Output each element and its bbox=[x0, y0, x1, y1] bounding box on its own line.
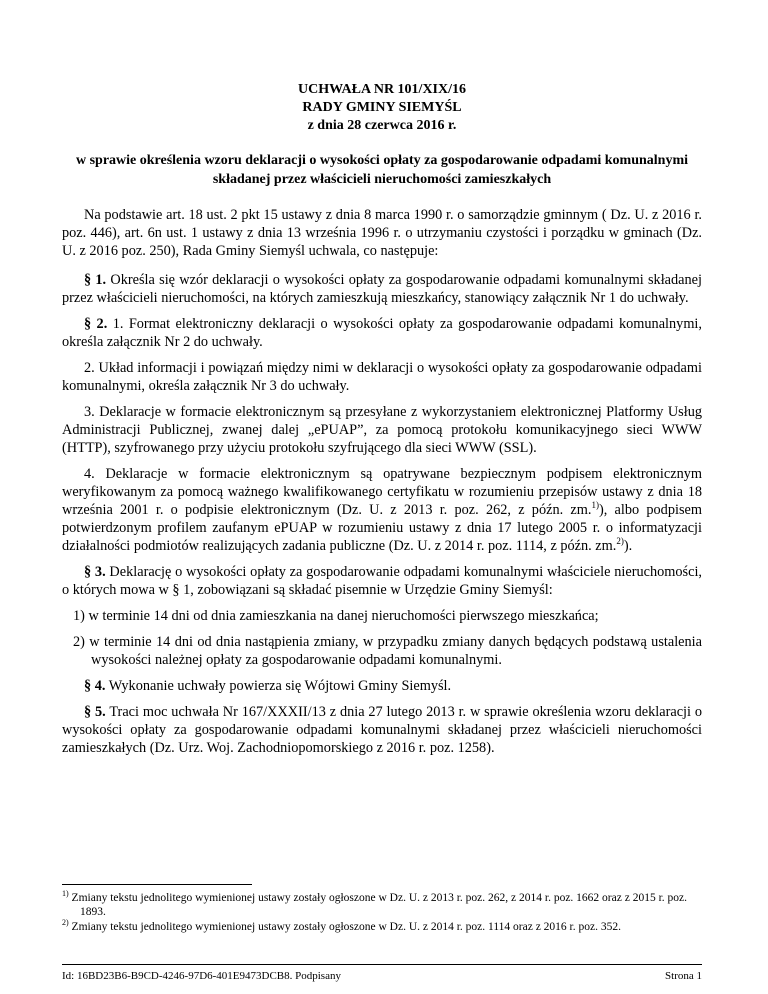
footnote-divider bbox=[62, 884, 252, 885]
footnote-1-text: Zmiany tekstu jednolitego wymienionej ustawy zostały ogłoszone w Dz. U. z 2013 r. poz. 262, z 2014 r. poz. 1662 oraz z 2015 r. poz. 1893. bbox=[68, 892, 687, 918]
footnote-2-text: Zmiany tekstu jednolitego wymienionej ustawy zostały ogłoszone w Dz. U. z 2014 r. poz. 1114 oraz z 2016 r. poz. 352. bbox=[68, 921, 621, 933]
footnote-1 bbox=[62, 891, 702, 919]
section-3 bbox=[62, 563, 702, 599]
document-page bbox=[62, 0, 702, 994]
resolution-body bbox=[62, 206, 702, 765]
section-2-para-4-part-c: ). bbox=[623, 538, 633, 554]
section-3-label: § 3. bbox=[84, 564, 106, 580]
footnotes bbox=[62, 891, 702, 935]
section-5-text: Traci moc uchwała Nr 167/XXXII/13 z dnia 27 lutego 2013 r. w sprawie określenia wzoru deklaracji o wysokości opłaty za gospodarowanie odpadami komunalnymi składanej przez właścicieli nieruchomości zamieszkałych (Dz. Urz. Woj. Zachodniopomorskiego z 2016 r. poz. 1258). bbox=[62, 704, 703, 756]
section-2-para-1: 1. Format elektroniczny deklaracji o wysokości opłaty za gospodarowanie odpadami komunalnymi, określa załącznik Nr 2 do uchwały. bbox=[62, 316, 702, 350]
footer-divider bbox=[62, 964, 702, 965]
section-2 bbox=[62, 315, 702, 351]
footnote-ref-2: 2) bbox=[616, 536, 624, 547]
section-2-para-4 bbox=[62, 465, 702, 555]
section-2-para-4-part-a: 4. Deklaracje w formacie elektronicznym są opatrywane bezpiecznym podpisem elektronicznym weryfikowanym za pomocą ważnego kwalifikowanego certyfikatu w rozumieniu przepisów ustawy z dnia 18 września 2001 r. o podpisie elektronicznym (Dz. U. z 2013 r. poz. 262, z późn. zm. bbox=[62, 466, 702, 518]
section-4 bbox=[62, 677, 702, 695]
section-2-para-3: 3. Deklaracje w formacie elektronicznym są przesyłane z wykorzystaniem elektronicznej Platformy Usług Administracji Publicznej, zwanej dalej „ePUAP”, za pomocą protokołu komunikacyjnego sieci WWW (HTTP), szyfrowanego przy użyciu protokołu szyfrującego dla sieci WWW (SSL). bbox=[62, 404, 702, 456]
resolution-title bbox=[62, 81, 702, 135]
section-1-label: § 1. bbox=[84, 272, 107, 288]
section-3-item-1: 1) w terminie 14 dni od dnia zamieszkania na danej nieruchomości pierwszego mieszkańca; bbox=[73, 608, 599, 624]
section-3-text: Deklarację o wysokości opłaty za gospodarowanie odpadami komunalnymi właściciele nieruchomości, o których mowa w § 1, zobowiązani są składać pisemnie w Urzędzie Gminy Siemyśl: bbox=[62, 564, 702, 598]
section-1-text: Określa się wzór deklaracji o wysokości opłaty za gospodarowanie odpadami komunalnymi składanej przez właścicieli nieruchomości, na których zamieszkują mieszkańcy, stanowiący załącznik Nr 1 do uchwały. bbox=[62, 272, 702, 306]
section-5 bbox=[62, 703, 702, 757]
page-number: Strona 1 bbox=[665, 970, 702, 982]
footnote-2 bbox=[62, 920, 702, 934]
section-1 bbox=[62, 271, 702, 307]
footnote-ref-1: 1) bbox=[591, 500, 599, 511]
section-4-text: Wykonanie uchwały powierza się Wójtowi Gminy Siemyśl. bbox=[105, 678, 452, 694]
section-2-label: § 2. bbox=[84, 316, 108, 332]
page-footer bbox=[62, 970, 702, 982]
footnote-1-mark: 1) bbox=[62, 889, 69, 899]
section-2-para-4-part-b: ), albo podpisem potwierdzonym profilem zaufanym ePUAP w rozumieniu ustawy z dnia 17 lutego 2005 r. o informatyzacji działalności podmiotów realizujących zadania publiczne (Dz. U. z 2014 r. poz. 1114, z późn. zm. bbox=[62, 502, 702, 554]
resolution-number: UCHWAŁA NR 101/XIX/16 bbox=[297, 82, 466, 97]
document-id: Id: 16BD23B6-B9CD-4246-97D6-401E9473DCB8. Podpisany bbox=[62, 970, 341, 982]
section-4-label: § 4. bbox=[84, 678, 106, 694]
resolution-subject: w sprawie określenia wzoru deklaracji o wysokości opłaty za gospodarowanie odpadami komunalnymi składanej przez właścicieli nieruchomości zamieszkałych bbox=[75, 153, 689, 187]
section-3-item-2: 2) w terminie 14 dni od dnia nastąpienia zmiany, w przypadku zmiany danych będących podstawą ustalenia wysokości należnej opłaty za gospodarowanie odpadami komunalnymi. bbox=[73, 634, 702, 668]
resolution-date: z dnia 28 czerwca 2016 r. bbox=[307, 118, 457, 133]
section-2-para-2: 2. Układ informacji i powiązań między nimi w deklaracji o wysokości opłaty za gospodarowanie odpadami komunalnymi, określa załącznik Nr 3 do uchwały. bbox=[62, 360, 702, 394]
council-name: RADY GMINY SIEMYŚL bbox=[302, 100, 462, 115]
preamble: Na podstawie art. 18 ust. 2 pkt 15 ustawy z dnia 8 marca 1990 r. o samorządzie gminnym ( Dz. U. z 2016 r. poz. 446), art. 6n ust. 1 ustawy z dnia 13 września 1996 r. o utrzymaniu czystości i porządku w gminach (Dz. U. z 2016 poz. 250), Rada Gminy Siemyśl uchwala, co następuje: bbox=[62, 207, 702, 259]
footnote-2-mark: 2) bbox=[62, 918, 69, 928]
section-5-label: § 5. bbox=[84, 704, 106, 720]
